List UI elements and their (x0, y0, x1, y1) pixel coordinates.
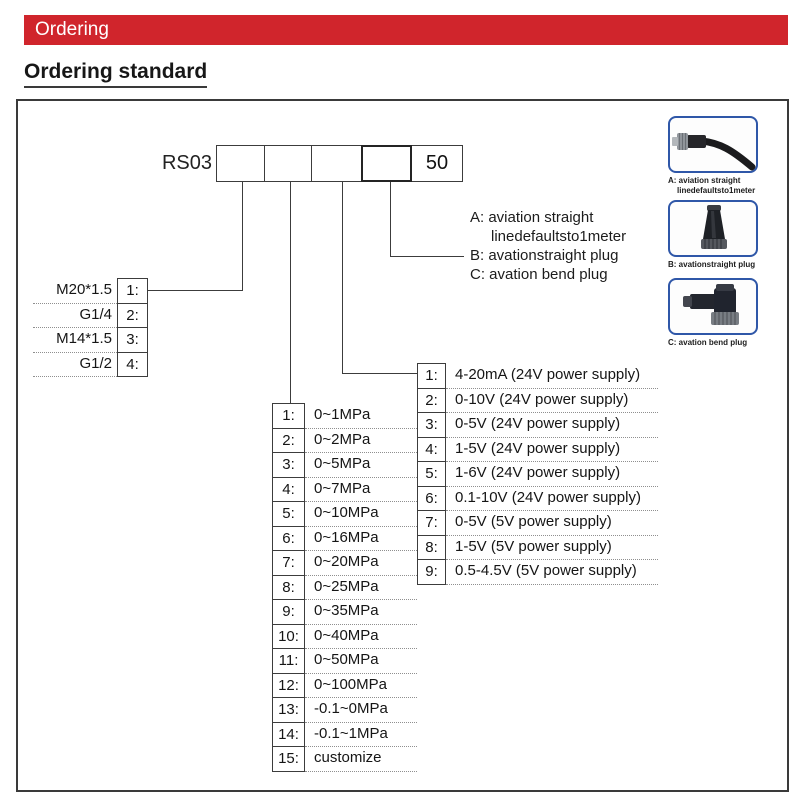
table-row (33, 278, 148, 304)
table-row (272, 403, 417, 429)
plug-option-b: B: avationstraight plug (470, 247, 619, 264)
range-key: 8: (272, 575, 305, 601)
output-key: 3: (417, 412, 446, 438)
output-value: 1-5V (24V power supply) (446, 437, 658, 463)
table-row (272, 575, 417, 601)
connector-line-output-h (342, 373, 417, 374)
range-key: 14: (272, 722, 305, 748)
thread-label: M14*1.5 (33, 327, 117, 353)
output-value: 0-5V (24V power supply) (446, 412, 658, 438)
range-value: customize (305, 746, 417, 772)
range-value: 0~40MPa (305, 624, 417, 650)
range-value: 0~50MPa (305, 648, 417, 674)
range-value: 0~5MPa (305, 452, 417, 478)
model-prefix: RS03 (161, 152, 212, 174)
aviation-straight-line-image (668, 116, 758, 173)
connector-line-plug-v (390, 182, 391, 256)
range-key: 6: (272, 526, 305, 552)
plug-option-c: C: avation bend plug (470, 266, 608, 283)
output-value: 0-5V (5V power supply) (446, 510, 658, 536)
range-key: 15: (272, 746, 305, 772)
table-row (417, 363, 658, 389)
table-row (272, 624, 417, 650)
figure-caption: A: aviation straight linedefaultsto1meter (668, 176, 756, 195)
range-value: 0~35MPa (305, 599, 417, 625)
output-key: 6: (417, 486, 446, 512)
table-row (417, 388, 658, 414)
table-row (417, 559, 658, 585)
table-row (272, 428, 417, 454)
output-key: 8: (417, 535, 446, 561)
range-value: 0~7MPa (305, 477, 417, 503)
model-suffix: 50 (425, 152, 449, 174)
thread-key: 1: (117, 278, 148, 304)
range-key: 13: (272, 697, 305, 723)
range-value: 0~2MPa (305, 428, 417, 454)
table-row (417, 461, 658, 487)
output-key: 9: (417, 559, 446, 585)
table-row (272, 550, 417, 576)
table-row (272, 697, 417, 723)
thread-label: G1/2 (33, 352, 117, 378)
aviation-straight-plug-image (668, 200, 758, 257)
code-box-plug (361, 145, 412, 182)
connector-line-thread-v (242, 182, 243, 290)
thread-label: M20*1.5 (33, 278, 117, 304)
cable-connector-icon (670, 118, 756, 171)
code-box-suffix (411, 145, 463, 182)
aviation-bend-plug-image (668, 278, 758, 335)
range-key: 1: (272, 403, 305, 429)
thread-key: 4: (117, 352, 148, 378)
plug-option-a: A: aviation straight (470, 209, 594, 226)
table-row (272, 501, 417, 527)
output-value: 0-10V (24V power supply) (446, 388, 658, 414)
table-row (272, 477, 417, 503)
connector-line-plug-h (390, 256, 464, 257)
section-header-bar (24, 15, 788, 45)
output-signal-table (417, 363, 658, 585)
output-value: 1-6V (24V power supply) (446, 461, 658, 487)
output-key: 4: (417, 437, 446, 463)
range-value: 0~10MPa (305, 501, 417, 527)
table-row (33, 352, 148, 378)
output-value: 1-5V (5V power supply) (446, 535, 658, 561)
table-row (417, 510, 658, 536)
model-code-boxes (216, 145, 463, 182)
range-key: 3: (272, 452, 305, 478)
output-value: 4-20mA (24V power supply) (446, 363, 658, 389)
figure-aviation-straight-line (668, 116, 758, 195)
range-value: -0.1~1MPa (305, 722, 417, 748)
table-row (417, 437, 658, 463)
code-box-output (311, 145, 362, 182)
table-row (417, 412, 658, 438)
table-row (33, 303, 148, 329)
range-key: 12: (272, 673, 305, 699)
table-row (272, 746, 417, 772)
table-row (272, 526, 417, 552)
figure-caption: B: avationstraight plug (668, 260, 756, 269)
range-value: 0~25MPa (305, 575, 417, 601)
figure-aviation-bend-plug (668, 278, 758, 348)
table-row (272, 599, 417, 625)
range-key: 5: (272, 501, 305, 527)
table-row (417, 535, 658, 561)
range-value: -0.1~0MPa (305, 697, 417, 723)
figure-caption: C: avation bend plug (668, 338, 748, 347)
range-value: 0~16MPa (305, 526, 417, 552)
output-value: 0.1-10V (24V power supply) (446, 486, 658, 512)
table-row (272, 722, 417, 748)
thread-key: 3: (117, 327, 148, 353)
ordering-diagram-panel (16, 99, 789, 792)
table-row (272, 452, 417, 478)
table-row (272, 648, 417, 674)
section-header-title: Ordering (35, 19, 109, 40)
connector-line-thread-h (148, 290, 243, 291)
bend-plug-icon (670, 280, 756, 333)
code-box-thread (216, 145, 265, 182)
straight-plug-icon (670, 202, 756, 255)
range-key: 10: (272, 624, 305, 650)
page-title: Ordering standard (24, 60, 207, 88)
connector-line-output-v (342, 182, 343, 373)
range-key: 7: (272, 550, 305, 576)
figure-aviation-straight-plug (668, 200, 758, 270)
table-row (417, 486, 658, 512)
output-key: 5: (417, 461, 446, 487)
range-value: 0~20MPa (305, 550, 417, 576)
output-key: 7: (417, 510, 446, 536)
output-key: 2: (417, 388, 446, 414)
connector-line-range-v (290, 182, 291, 403)
range-key: 11: (272, 648, 305, 674)
plug-options-note (470, 208, 626, 284)
table-row (272, 673, 417, 699)
code-box-range (264, 145, 312, 182)
thread-size-table (33, 278, 148, 377)
thread-label: G1/4 (33, 303, 117, 329)
output-key: 1: (417, 363, 446, 389)
range-value: 0~100MPa (305, 673, 417, 699)
range-key: 4: (272, 477, 305, 503)
range-value: 0~1MPa (305, 403, 417, 429)
table-row (33, 327, 148, 353)
plug-option-a-cont: linedefaultsto1meter (491, 228, 627, 245)
output-value: 0.5-4.5V (5V power supply) (446, 559, 658, 585)
thread-key: 2: (117, 303, 148, 329)
range-key: 2: (272, 428, 305, 454)
pressure-range-table (272, 403, 417, 772)
range-key: 9: (272, 599, 305, 625)
